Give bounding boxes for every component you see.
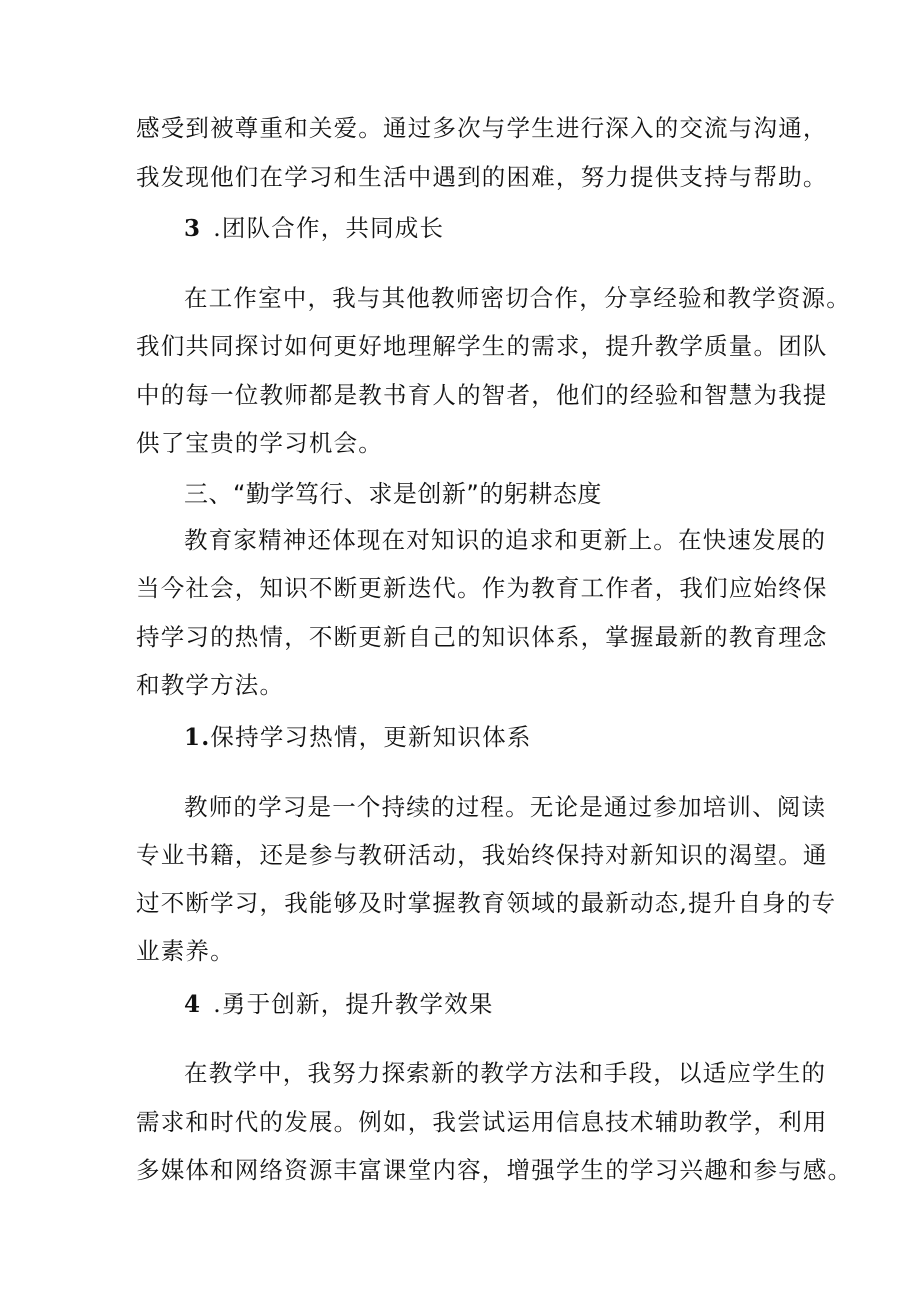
- subheading-4: [184, 989, 494, 1020]
- subheading-text: .团队合作，共同成长: [213, 214, 445, 242]
- subheading-text: .勇于创新，提升教学效果: [213, 990, 494, 1018]
- paragraph-line: 供了宝贵的学习机会。: [136, 429, 383, 457]
- paragraph-line: 感受到被尊重和关爱。通过多次与学生进行深入的交流与沟通，: [136, 114, 828, 142]
- paragraph-line: 中的每一位教师都是教书育人的智者，他们的经验和智慧为我提: [136, 381, 828, 409]
- paragraph-line: 在教学中，我努力探索新的教学方法和手段，以适应学生的: [184, 1059, 827, 1087]
- subheading-number: 3: [184, 215, 202, 242]
- subheading-text: 保持学习热情，更新知识体系: [210, 723, 532, 751]
- paragraph-line: 多媒体和网络资源丰富课堂内容，增强学生的学习兴趣和参与感。: [136, 1156, 853, 1184]
- paragraph-line: 和教学方法。: [136, 671, 285, 699]
- section-heading: 三、“勤学笃行、求是创新”的躬耕态度: [184, 480, 602, 508]
- paragraph-line: 需求和时代的发展。例如，我尝试运用信息技术辅助教学，利用: [136, 1108, 828, 1136]
- subheading-1: [184, 722, 532, 753]
- paragraph-line: 教育家精神还体现在对知识的追求和更新上。在快速发展的: [184, 526, 827, 554]
- subheading-3: [184, 213, 444, 244]
- paragraph-line: 持学习的热情，不断更新自己的知识体系，掌握最新的教育理念: [136, 623, 828, 651]
- paragraph-line: 当今社会，知识不断更新迭代。作为教育工作者，我们应始终保: [136, 574, 828, 602]
- paragraph-line: 在工作室中，我与其他教师密切合作，分享经验和教学资源。: [184, 284, 851, 312]
- paragraph-line: 教师的学习是一个持续的过程。无论是通过参加培训、阅读: [184, 793, 827, 821]
- paragraph-line: 专业书籍，还是参与教研活动，我始终保持对新知识的渴望。通: [136, 841, 828, 869]
- paragraph-line: 我们共同探讨如何更好地理解学生的需求，提升教学质量。团队: [136, 332, 828, 360]
- subheading-number: 1.: [184, 724, 211, 751]
- paragraph-line: 我发现他们在学习和生活中遇到的困难，努力提供支持与帮助。: [136, 163, 828, 191]
- paragraph-line: 过不断学习，我能够及时掌握教育领域的最新动态,提升自身的专: [136, 889, 837, 917]
- paragraph-line: 业素养。: [136, 937, 235, 965]
- subheading-number: 4: [184, 991, 202, 1018]
